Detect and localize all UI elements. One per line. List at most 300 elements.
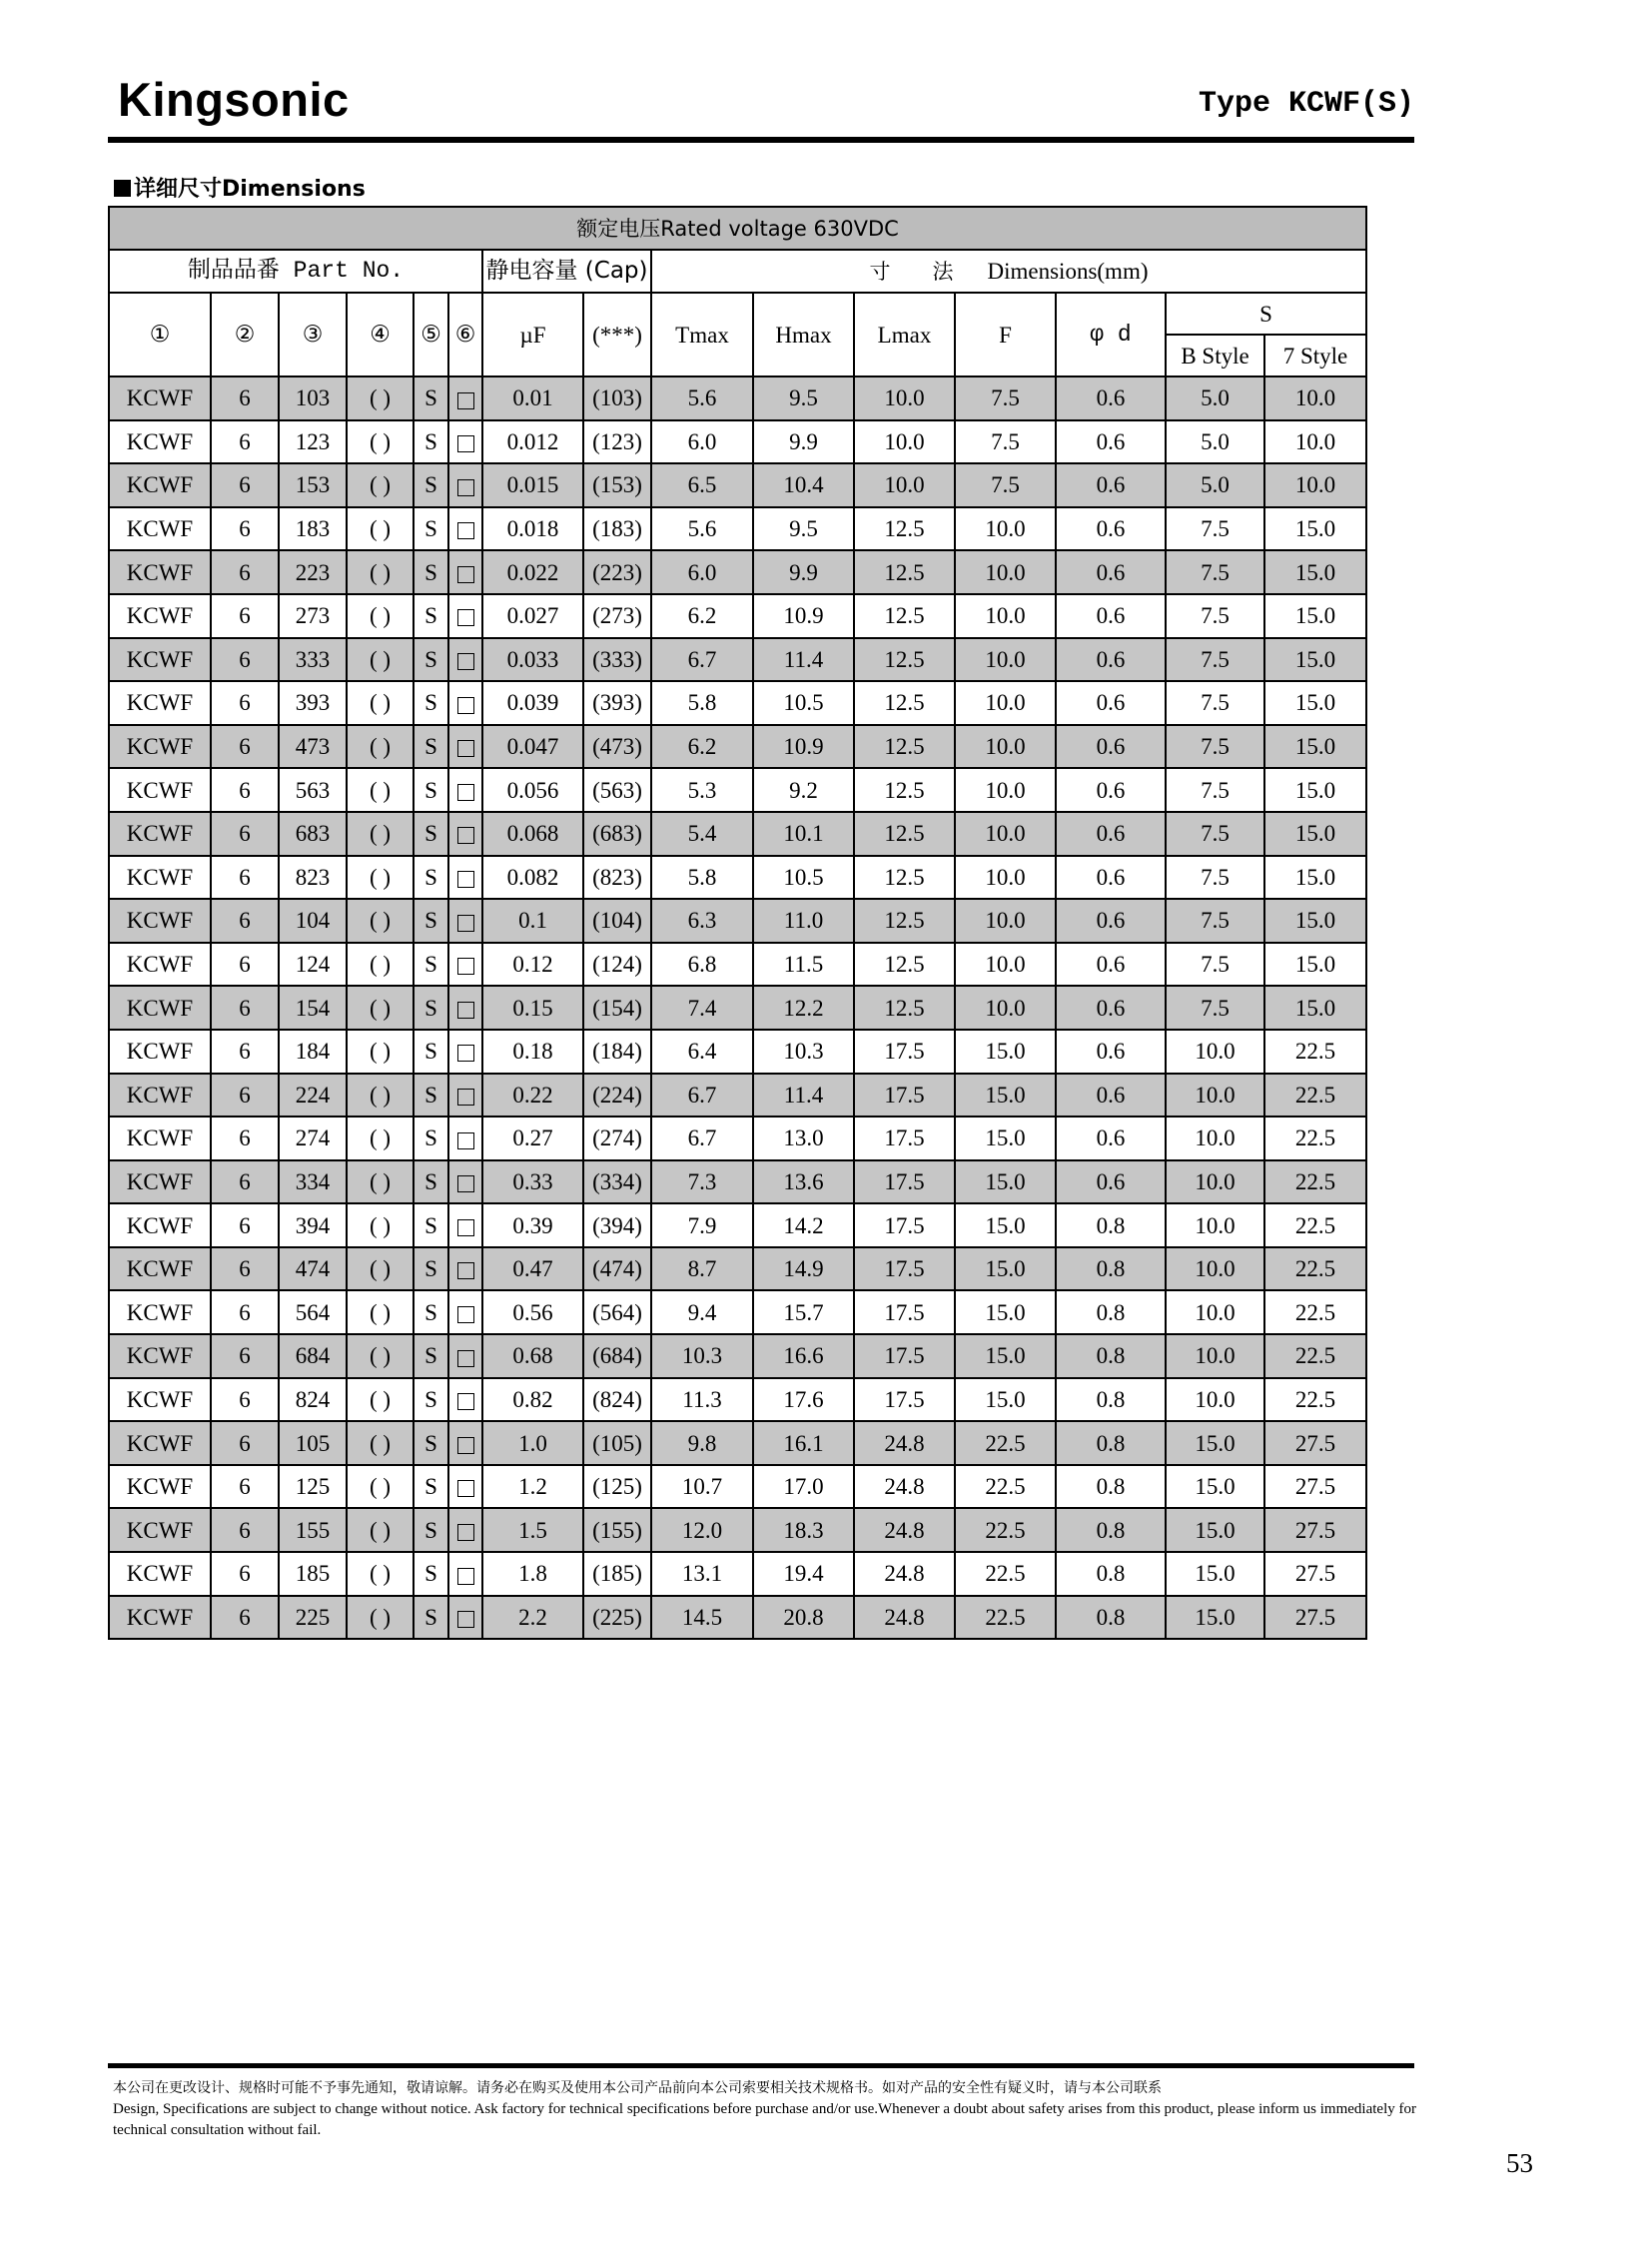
cell-s-b-style: 10.0: [1166, 1074, 1264, 1118]
cell-cap-code: 103: [279, 376, 347, 420]
cell-series: KCWF: [109, 1117, 211, 1160]
cell-voltage-code: 6: [211, 463, 279, 507]
cell-style: S: [413, 594, 448, 638]
cell-code: (123): [583, 420, 651, 464]
cell-hmax: 14.2: [753, 1203, 854, 1247]
cell-style: S: [413, 1508, 448, 1552]
cell-phid: 0.8: [1056, 1552, 1166, 1596]
cell-box: [448, 986, 482, 1030]
cell-phid: 0.6: [1056, 638, 1166, 682]
cell-lmax: 17.5: [854, 1378, 955, 1422]
cell-uf: 0.82: [482, 1378, 583, 1422]
cell-voltage-code: 6: [211, 638, 279, 682]
empty-checkbox-icon: [457, 827, 474, 844]
cell-phid: 0.6: [1056, 681, 1166, 725]
cell-s-7-style: 27.5: [1264, 1465, 1366, 1509]
col-header-b-style: B Style: [1166, 335, 1264, 376]
cell-code: (154): [583, 986, 651, 1030]
column-header-row: [109, 293, 1366, 335]
cell-series: KCWF: [109, 986, 211, 1030]
cell-style: S: [413, 1247, 448, 1291]
cell-cap-code: 104: [279, 899, 347, 943]
cell-code: (393): [583, 681, 651, 725]
cell-s-b-style: 7.5: [1166, 681, 1264, 725]
cell-voltage-code: 6: [211, 1117, 279, 1160]
cell-cap-code: 393: [279, 681, 347, 725]
cell-code: (104): [583, 899, 651, 943]
cell-box: [448, 812, 482, 856]
col-header-tmax: Tmax: [651, 293, 753, 376]
cell-style: S: [413, 1421, 448, 1465]
cell-tmax: 7.9: [651, 1203, 753, 1247]
cell-s-b-style: 10.0: [1166, 1378, 1264, 1422]
cell-style: S: [413, 1465, 448, 1509]
cell-voltage-code: 6: [211, 986, 279, 1030]
cell-voltage-code: 6: [211, 768, 279, 812]
cell-hmax: 10.5: [753, 856, 854, 900]
cell-style: S: [413, 768, 448, 812]
brand-logo-text: Kingsonic: [118, 73, 350, 126]
cell-tmax: 6.0: [651, 420, 753, 464]
cell-phid: 0.8: [1056, 1378, 1166, 1422]
cell-series: KCWF: [109, 768, 211, 812]
cell-voltage-code: 6: [211, 507, 279, 551]
cell-tmax: 10.7: [651, 1465, 753, 1509]
cell-s-7-style: 15.0: [1264, 681, 1366, 725]
cell-s-7-style: 22.5: [1264, 1334, 1366, 1378]
cell-style: S: [413, 899, 448, 943]
cell-style: S: [413, 681, 448, 725]
cell-s-b-style: 7.5: [1166, 899, 1264, 943]
cell-tolerance: ( ): [347, 1203, 413, 1247]
cell-box: [448, 594, 482, 638]
cell-box: [448, 1465, 482, 1509]
cell-cap-code: 564: [279, 1290, 347, 1334]
cell-uf: 0.47: [482, 1247, 583, 1291]
cell-series: KCWF: [109, 1030, 211, 1074]
footer-notice-cn: 本公司在更改设计、规格时可能不予事先通知，敬请谅解。请务必在购买及使用本公司产品前向本公司索要相关技术规格书。如对产品的安全性有疑义时，请与本公司联系: [113, 2080, 1162, 2096]
cell-f: 10.0: [955, 638, 1056, 682]
cell-series: KCWF: [109, 1203, 211, 1247]
col-header-3: ③: [279, 293, 347, 376]
cell-code: (333): [583, 638, 651, 682]
cell-tolerance: ( ): [347, 1030, 413, 1074]
cell-uf: 0.18: [482, 1030, 583, 1074]
cell-phid: 0.8: [1056, 1508, 1166, 1552]
cell-s-b-style: 7.5: [1166, 856, 1264, 900]
cell-s-7-style: 15.0: [1264, 768, 1366, 812]
cell-hmax: 9.9: [753, 420, 854, 464]
cell-f: 10.0: [955, 681, 1056, 725]
cell-f: 10.0: [955, 594, 1056, 638]
cell-voltage-code: 6: [211, 550, 279, 594]
empty-checkbox-icon: [457, 1089, 474, 1106]
dimensions-table: [108, 206, 1367, 1640]
cell-f: 10.0: [955, 943, 1056, 987]
cell-uf: 0.018: [482, 507, 583, 551]
table-row: [109, 1378, 1366, 1422]
cell-hmax: 11.0: [753, 899, 854, 943]
cell-style: S: [413, 1378, 448, 1422]
cell-voltage-code: 6: [211, 420, 279, 464]
cell-cap-code: 105: [279, 1421, 347, 1465]
cell-hmax: 20.8: [753, 1596, 854, 1640]
empty-checkbox-icon: [457, 392, 474, 409]
cell-voltage-code: 6: [211, 1290, 279, 1334]
cell-s-b-style: 10.0: [1166, 1290, 1264, 1334]
cell-cap-code: 123: [279, 420, 347, 464]
cell-phid: 0.6: [1056, 899, 1166, 943]
cell-tmax: 6.7: [651, 1074, 753, 1118]
cell-uf: 0.012: [482, 420, 583, 464]
cell-f: 22.5: [955, 1421, 1056, 1465]
cell-tolerance: ( ): [347, 1552, 413, 1596]
cell-lmax: 24.8: [854, 1552, 955, 1596]
cell-series: KCWF: [109, 1378, 211, 1422]
cell-s-b-style: 15.0: [1166, 1596, 1264, 1640]
cell-style: S: [413, 1030, 448, 1074]
section-title: [114, 172, 366, 203]
cell-s-b-style: 15.0: [1166, 1465, 1264, 1509]
cell-phid: 0.6: [1056, 986, 1166, 1030]
cell-tmax: 9.8: [651, 1421, 753, 1465]
cell-code: (274): [583, 1117, 651, 1160]
cell-box: [448, 1074, 482, 1118]
cell-tolerance: ( ): [347, 1160, 413, 1204]
section-title-text: 详细尺寸Dimensions: [134, 177, 366, 202]
cell-series: KCWF: [109, 550, 211, 594]
cell-f: 7.5: [955, 463, 1056, 507]
cell-hmax: 17.0: [753, 1465, 854, 1509]
cell-f: 15.0: [955, 1160, 1056, 1204]
cell-hmax: 10.9: [753, 725, 854, 769]
empty-checkbox-icon: [457, 1568, 474, 1585]
cell-style: S: [413, 550, 448, 594]
cell-uf: 0.027: [482, 594, 583, 638]
cell-lmax: 10.0: [854, 376, 955, 420]
cell-hmax: 11.4: [753, 638, 854, 682]
cell-uf: 2.2: [482, 1596, 583, 1640]
empty-checkbox-icon: [457, 522, 474, 539]
cell-s-b-style: 7.5: [1166, 943, 1264, 987]
cell-voltage-code: 6: [211, 1074, 279, 1118]
cell-hmax: 10.9: [753, 594, 854, 638]
cell-hmax: 17.6: [753, 1378, 854, 1422]
cell-code: (473): [583, 725, 651, 769]
table-row: [109, 856, 1366, 900]
product-type-label: Type KCWF(S): [1198, 87, 1414, 121]
cell-box: [448, 1030, 482, 1074]
table-row: [109, 899, 1366, 943]
cell-uf: 0.047: [482, 725, 583, 769]
cell-voltage-code: 6: [211, 1378, 279, 1422]
cell-lmax: 12.5: [854, 768, 955, 812]
cell-phid: 0.6: [1056, 768, 1166, 812]
cell-f: 22.5: [955, 1465, 1056, 1509]
cell-series: KCWF: [109, 507, 211, 551]
cell-tolerance: ( ): [347, 681, 413, 725]
cell-code: (683): [583, 812, 651, 856]
cell-box: [448, 856, 482, 900]
cell-code: (394): [583, 1203, 651, 1247]
cell-uf: 0.27: [482, 1117, 583, 1160]
cell-code: (185): [583, 1552, 651, 1596]
cell-phid: 0.8: [1056, 1596, 1166, 1640]
cell-hmax: 14.9: [753, 1247, 854, 1291]
cell-lmax: 17.5: [854, 1074, 955, 1118]
table-row: [109, 1030, 1366, 1074]
cell-hmax: 12.2: [753, 986, 854, 1030]
col-header-6: ⑥: [448, 293, 482, 376]
cell-tmax: 6.0: [651, 550, 753, 594]
cell-series: KCWF: [109, 681, 211, 725]
cell-box: [448, 1596, 482, 1640]
cell-uf: 0.33: [482, 1160, 583, 1204]
cell-cap-code: 273: [279, 594, 347, 638]
cell-phid: 0.6: [1056, 1030, 1166, 1074]
cell-tolerance: ( ): [347, 856, 413, 900]
cell-tolerance: ( ): [347, 1508, 413, 1552]
cell-lmax: 12.5: [854, 638, 955, 682]
empty-checkbox-icon: [457, 1219, 474, 1236]
cell-lmax: 10.0: [854, 420, 955, 464]
cell-series: KCWF: [109, 812, 211, 856]
table-row: [109, 1117, 1366, 1160]
col-header-phid: φ d: [1056, 293, 1166, 376]
cell-tmax: 14.5: [651, 1596, 753, 1640]
cell-s-b-style: 7.5: [1166, 594, 1264, 638]
cell-series: KCWF: [109, 1160, 211, 1204]
cell-series: KCWF: [109, 1074, 211, 1118]
cell-voltage-code: 6: [211, 1596, 279, 1640]
cell-tolerance: ( ): [347, 1117, 413, 1160]
cell-s-b-style: 10.0: [1166, 1160, 1264, 1204]
cell-f: 10.0: [955, 899, 1056, 943]
table-row: [109, 1247, 1366, 1291]
cell-lmax: 17.5: [854, 1203, 955, 1247]
cell-style: S: [413, 1290, 448, 1334]
cell-s-7-style: 15.0: [1264, 943, 1366, 987]
cell-s-b-style: 10.0: [1166, 1117, 1264, 1160]
empty-checkbox-icon: [457, 435, 474, 452]
cell-tolerance: ( ): [347, 1378, 413, 1422]
cell-code: (105): [583, 1421, 651, 1465]
cell-uf: 0.39: [482, 1203, 583, 1247]
cell-lmax: 12.5: [854, 594, 955, 638]
cell-s-b-style: 7.5: [1166, 725, 1264, 769]
cell-tolerance: ( ): [347, 986, 413, 1030]
cell-s-b-style: 15.0: [1166, 1421, 1264, 1465]
cell-hmax: 9.9: [753, 550, 854, 594]
table-title-row: [109, 207, 1366, 250]
cell-tmax: 5.8: [651, 681, 753, 725]
cell-code: (334): [583, 1160, 651, 1204]
cell-style: S: [413, 1334, 448, 1378]
cell-s-7-style: 10.0: [1264, 376, 1366, 420]
cell-box: [448, 463, 482, 507]
cell-series: KCWF: [109, 420, 211, 464]
cell-box: [448, 1203, 482, 1247]
cell-phid: 0.6: [1056, 812, 1166, 856]
cell-uf: 0.015: [482, 463, 583, 507]
cell-f: 10.0: [955, 856, 1056, 900]
cell-series: KCWF: [109, 1596, 211, 1640]
cell-voltage-code: 6: [211, 1465, 279, 1509]
table-row: [109, 376, 1366, 420]
cell-hmax: 10.3: [753, 1030, 854, 1074]
cell-f: 10.0: [955, 812, 1056, 856]
cell-code: (564): [583, 1290, 651, 1334]
cell-f: 10.0: [955, 725, 1056, 769]
cell-uf: 0.56: [482, 1290, 583, 1334]
cell-box: [448, 376, 482, 420]
header-divider: [108, 137, 1414, 143]
cell-series: KCWF: [109, 1247, 211, 1291]
empty-checkbox-icon: [457, 1393, 474, 1410]
cell-voltage-code: 6: [211, 1508, 279, 1552]
cell-s-b-style: 10.0: [1166, 1247, 1264, 1291]
cell-series: KCWF: [109, 1508, 211, 1552]
cell-voltage-code: 6: [211, 856, 279, 900]
table-row: [109, 768, 1366, 812]
cell-s-7-style: 15.0: [1264, 899, 1366, 943]
table-row: [109, 1074, 1366, 1118]
cell-box: [448, 1508, 482, 1552]
cell-lmax: 17.5: [854, 1117, 955, 1160]
cell-tmax: 5.6: [651, 507, 753, 551]
table-row: [109, 550, 1366, 594]
cell-s-7-style: 15.0: [1264, 725, 1366, 769]
empty-checkbox-icon: [457, 479, 474, 496]
cell-code: (153): [583, 463, 651, 507]
cell-hmax: 10.4: [753, 463, 854, 507]
cell-s-7-style: 22.5: [1264, 1247, 1366, 1291]
cell-s-b-style: 7.5: [1166, 550, 1264, 594]
cell-s-7-style: 15.0: [1264, 638, 1366, 682]
empty-checkbox-icon: [457, 1002, 474, 1019]
cell-tolerance: ( ): [347, 1290, 413, 1334]
cell-hmax: 9.2: [753, 768, 854, 812]
cell-code: (273): [583, 594, 651, 638]
table-row: [109, 507, 1366, 551]
cell-uf: 0.12: [482, 943, 583, 987]
col-header-4: ④: [347, 293, 413, 376]
cell-voltage-code: 6: [211, 1247, 279, 1291]
cell-f: 15.0: [955, 1378, 1056, 1422]
cell-s-7-style: 10.0: [1264, 463, 1366, 507]
cell-s-7-style: 10.0: [1264, 420, 1366, 464]
cell-series: KCWF: [109, 1465, 211, 1509]
cell-s-7-style: 27.5: [1264, 1508, 1366, 1552]
cell-tmax: 7.3: [651, 1160, 753, 1204]
dimensions-header-cn: 寸 法: [869, 260, 954, 284]
dimensions-header-en: Dimensions(mm): [987, 259, 1149, 284]
col-header-1: ①: [109, 293, 211, 376]
cell-tmax: 5.4: [651, 812, 753, 856]
cell-tmax: 9.4: [651, 1290, 753, 1334]
cell-cap-code: 223: [279, 550, 347, 594]
table-row: [109, 1160, 1366, 1204]
table-row: [109, 943, 1366, 987]
cell-uf: 0.68: [482, 1334, 583, 1378]
cell-box: [448, 1247, 482, 1291]
cell-hmax: 16.1: [753, 1421, 854, 1465]
cell-phid: 0.8: [1056, 1203, 1166, 1247]
cell-tolerance: ( ): [347, 376, 413, 420]
cell-f: 7.5: [955, 376, 1056, 420]
cell-f: 22.5: [955, 1552, 1056, 1596]
cell-phid: 0.6: [1056, 1160, 1166, 1204]
cell-uf: 0.033: [482, 638, 583, 682]
cell-s-b-style: 15.0: [1166, 1552, 1264, 1596]
table-row: [109, 812, 1366, 856]
cell-style: S: [413, 856, 448, 900]
cell-lmax: 10.0: [854, 463, 955, 507]
dimensions-header: [651, 250, 1366, 293]
cell-tolerance: ( ): [347, 1074, 413, 1118]
cell-voltage-code: 6: [211, 1552, 279, 1596]
cell-s-7-style: 22.5: [1264, 1160, 1366, 1204]
empty-checkbox-icon: [457, 566, 474, 583]
cell-tmax: 6.7: [651, 1117, 753, 1160]
cap-header: 静电容量 (Cap): [482, 250, 651, 293]
cell-tmax: 5.3: [651, 768, 753, 812]
empty-checkbox-icon: [457, 1611, 474, 1628]
cell-box: [448, 899, 482, 943]
cell-series: KCWF: [109, 638, 211, 682]
cell-tolerance: ( ): [347, 1596, 413, 1640]
rated-voltage-text: 额定电压Rated voltage 630VDC: [576, 217, 899, 241]
cell-code: (223): [583, 550, 651, 594]
cell-f: 15.0: [955, 1290, 1056, 1334]
cell-s-7-style: 27.5: [1264, 1552, 1366, 1596]
cell-tmax: 6.4: [651, 1030, 753, 1074]
cell-f: 10.0: [955, 550, 1056, 594]
cell-hmax: 15.7: [753, 1290, 854, 1334]
col-header-hmax: Hmax: [753, 293, 854, 376]
table-row: [109, 1334, 1366, 1378]
cell-tolerance: ( ): [347, 1334, 413, 1378]
col-header-uf: µF: [482, 293, 583, 376]
cell-style: S: [413, 1552, 448, 1596]
cell-uf: 0.1: [482, 899, 583, 943]
cell-phid: 0.8: [1056, 1247, 1166, 1291]
cell-tmax: 8.7: [651, 1247, 753, 1291]
cell-hmax: 13.0: [753, 1117, 854, 1160]
cell-series: KCWF: [109, 725, 211, 769]
cell-hmax: 19.4: [753, 1552, 854, 1596]
cell-cap-code: 155: [279, 1508, 347, 1552]
rated-voltage-header: [109, 207, 1366, 250]
cell-uf: 0.056: [482, 768, 583, 812]
cell-tmax: 11.3: [651, 1378, 753, 1422]
cell-tmax: 7.4: [651, 986, 753, 1030]
cell-cap-code: 185: [279, 1552, 347, 1596]
cell-style: S: [413, 986, 448, 1030]
empty-checkbox-icon: [457, 1262, 474, 1279]
table-row: [109, 420, 1366, 464]
empty-checkbox-icon: [457, 871, 474, 888]
empty-checkbox-icon: [457, 609, 474, 626]
cell-series: KCWF: [109, 856, 211, 900]
empty-checkbox-icon: [457, 1132, 474, 1149]
cell-box: [448, 507, 482, 551]
cell-lmax: 12.5: [854, 986, 955, 1030]
cell-s-b-style: 10.0: [1166, 1030, 1264, 1074]
cell-hmax: 9.5: [753, 376, 854, 420]
cell-tolerance: ( ): [347, 507, 413, 551]
cell-cap-code: 473: [279, 725, 347, 769]
